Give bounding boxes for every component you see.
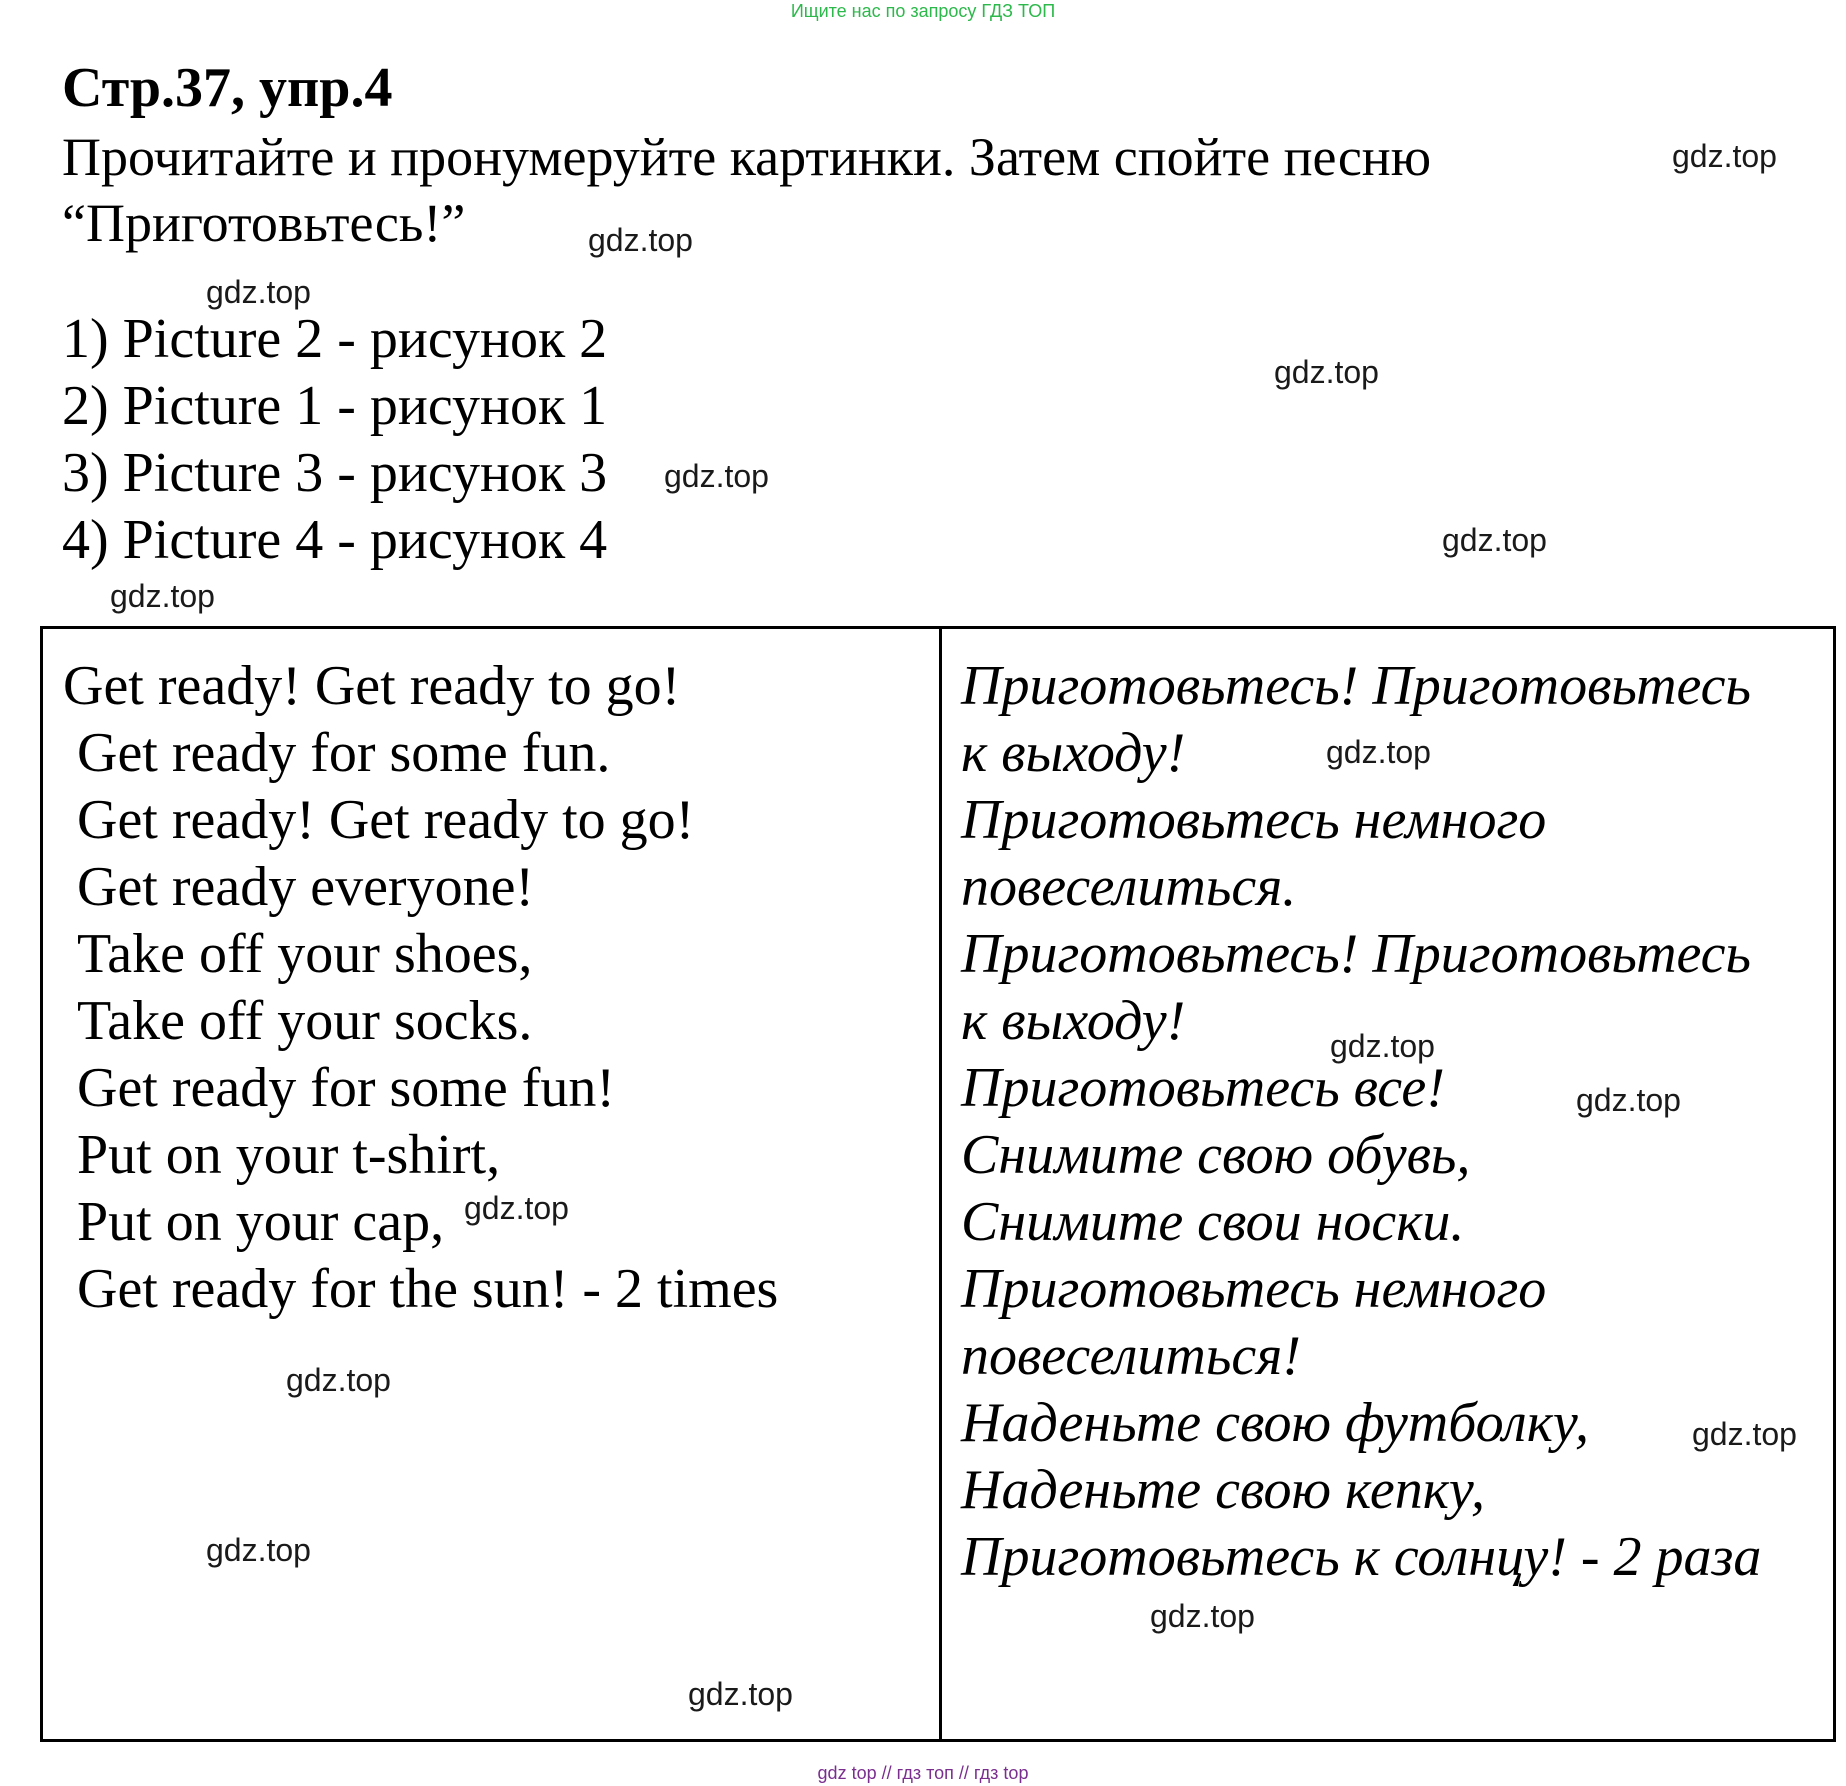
song-line-ru: Приготовьтесь все! <box>961 1057 1445 1119</box>
song-line-en: Get ready for the sun! - 2 times <box>77 1258 779 1320</box>
answers-list <box>62 306 607 574</box>
instruction <box>62 124 1431 256</box>
watermark: gdz.top <box>664 458 769 494</box>
song-line-ru: Наденьте свою футболку, <box>961 1392 1589 1454</box>
song-line-en: Take off your socks. <box>77 990 533 1052</box>
song-line-ru: к выходу! <box>961 722 1186 784</box>
watermark: gdz.top <box>1274 354 1379 390</box>
watermark: gdz.top <box>1692 1416 1797 1452</box>
song-line-ru: Наденьте свою кепку, <box>961 1459 1485 1521</box>
instruction-line-2: “Приготовьтесь!” <box>62 193 466 253</box>
answer-item: 3) Picture 3 - рисунок 3 <box>62 442 608 504</box>
song-line-ru: Приготовьтесь! Приготовьтесь <box>961 923 1752 985</box>
watermark: gdz.top <box>1150 1598 1255 1634</box>
song-line-ru: к выходу! <box>961 990 1186 1052</box>
song-line-ru: повеселиться! <box>961 1325 1301 1387</box>
song-line-en: Get ready! Get ready to go! <box>63 655 681 717</box>
watermark: gdz.top <box>1326 734 1431 770</box>
song-line-en: Get ready for some fun! <box>77 1057 616 1119</box>
page-title: Стр.37, упр.4 <box>62 57 393 119</box>
song-line-en: Put on your t-shirt, <box>77 1124 501 1186</box>
song-table <box>40 626 1836 1742</box>
watermark: gdz.top <box>206 1532 311 1568</box>
watermark: gdz.top <box>1576 1082 1681 1118</box>
top-banner: Ищите нас по запросу ГДЗ ТОП <box>790 1 1056 21</box>
watermark: gdz.top <box>1330 1028 1435 1064</box>
song-line-ru: Снимите свою обувь, <box>961 1124 1471 1186</box>
watermark: gdz.top <box>286 1362 391 1398</box>
watermark: gdz.top <box>1672 138 1777 174</box>
song-line-en: Get ready everyone! <box>77 856 535 918</box>
answer-item: 4) Picture 4 - рисунок 4 <box>62 509 608 571</box>
song-line-ru: Приготовьтесь! Приготовьтесь <box>961 655 1752 717</box>
answer-item: 1) Picture 2 - рисунок 2 <box>62 308 608 370</box>
song-line-ru: Приготовьтесь немного <box>961 1258 1547 1320</box>
watermark: gdz.top <box>206 274 311 310</box>
song-line-ru: повеселиться. <box>961 856 1297 918</box>
instruction-line-1: Прочитайте и пронумеруйте картинки. Затем спойте песню <box>62 127 1432 187</box>
song-line-en: Take off your shoes, <box>77 923 533 985</box>
footer: gdz top // гдз топ // гдз top <box>817 1763 1029 1783</box>
song-line-ru: Приготовьтесь немного <box>961 789 1547 851</box>
song-line-ru: Приготовьтесь к солнцу! - 2 раза <box>961 1526 1762 1588</box>
song-line-en: Put on your cap, <box>77 1191 445 1253</box>
song-line-ru: Снимите свои носки. <box>961 1191 1465 1253</box>
song-russian-column <box>961 653 1761 1591</box>
watermark: gdz.top <box>464 1190 569 1226</box>
column-divider <box>939 629 942 1739</box>
watermark: gdz.top <box>1442 522 1547 558</box>
song-english-column <box>63 653 778 1323</box>
watermark: gdz.top <box>588 222 693 258</box>
watermark: gdz.top <box>688 1676 793 1712</box>
song-line-en: Get ready for some fun. <box>77 722 611 784</box>
song-line-en: Get ready! Get ready to go! <box>77 789 695 851</box>
answer-item: 2) Picture 1 - рисунок 1 <box>62 375 608 437</box>
watermark: gdz.top <box>110 578 215 614</box>
